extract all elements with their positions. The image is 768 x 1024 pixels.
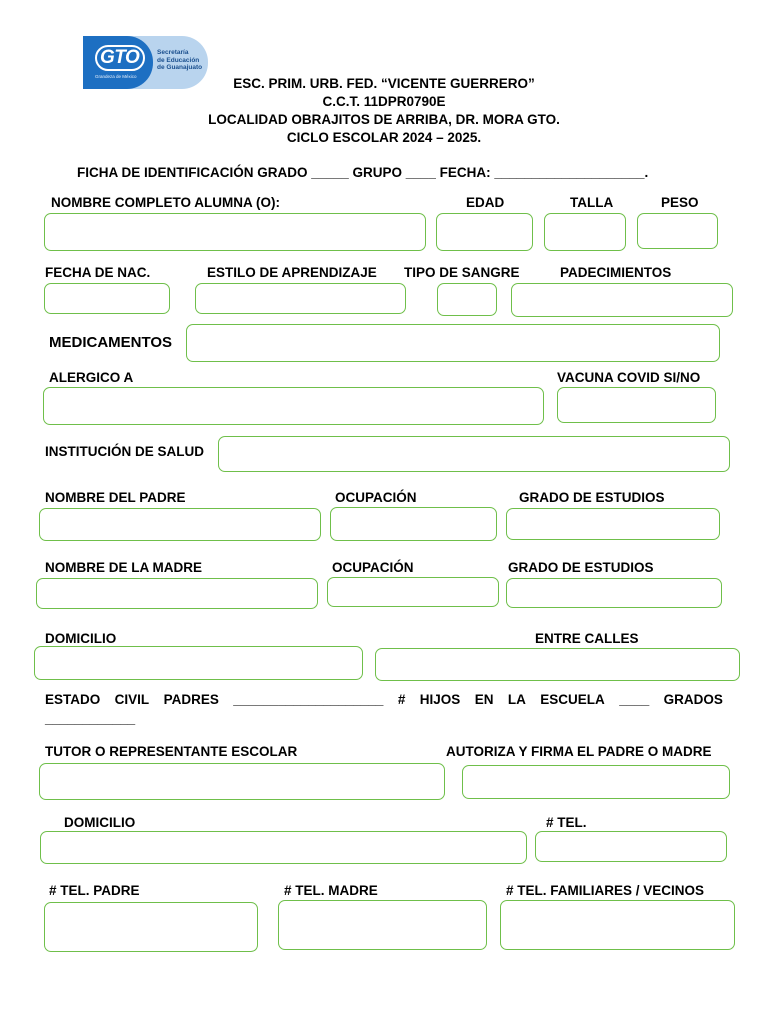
estado-word: PADRES	[163, 692, 219, 707]
input-nombre-padre[interactable]	[39, 508, 321, 541]
label-tutor: TUTOR O REPRESENTANTE ESCOLAR	[45, 744, 298, 759]
estado-word: ESCUELA	[540, 692, 605, 707]
input-domicilio[interactable]	[34, 646, 363, 680]
school-cycle: CICLO ESCOLAR 2024 – 2025.	[286, 130, 482, 145]
input-vacuna[interactable]	[557, 387, 716, 423]
estado-civil-line	[45, 692, 723, 707]
input-tel-familiares[interactable]	[500, 900, 735, 950]
label-ocupacion-padre: OCUPACIÓN	[335, 490, 417, 505]
input-tipo-sangre[interactable]	[437, 283, 497, 316]
label-medicamentos: MEDICAMENTOS	[49, 334, 173, 351]
label-tipo-sangre: TIPO DE SANGRE	[404, 265, 520, 280]
estado-word: HIJOS	[419, 692, 461, 707]
input-institucion[interactable]	[218, 436, 730, 472]
label-nombre-padre: NOMBRE DEL PADRE	[45, 490, 186, 505]
input-alergico[interactable]	[43, 387, 544, 425]
school-locality: LOCALIDAD OBRAJITOS DE ARRIBA, DR. MORA GTO.	[208, 112, 560, 127]
logo-line-3: de Guanajuato	[157, 64, 203, 71]
label-peso: PESO	[661, 195, 699, 210]
input-tel[interactable]	[535, 831, 727, 862]
label-vacuna: VACUNA COVID SI/NO	[557, 370, 701, 385]
label-tel: # TEL.	[546, 815, 587, 830]
estado-word: EN	[474, 692, 494, 707]
estado-word: CIVIL	[114, 692, 150, 707]
logo-line-2: de Educación	[157, 56, 200, 64]
input-domicilio-2[interactable]	[40, 831, 527, 864]
label-nombre-madre: NOMBRE DE LA MADRE	[45, 560, 202, 575]
sec-educacion-text	[157, 49, 202, 72]
label-autoriza: AUTORIZA Y FIRMA EL PADRE O MADRE	[446, 744, 712, 759]
label-talla: TALLA	[570, 195, 614, 210]
estado-word: GRADOS	[663, 692, 723, 707]
logo-line-1: Secretaría	[157, 49, 189, 56]
input-fecha-nac[interactable]	[44, 283, 170, 314]
estado-word: LA	[507, 692, 526, 707]
label-nombre-completo: NOMBRE COMPLETO ALUMNA (O):	[51, 195, 280, 210]
input-edad[interactable]	[436, 213, 533, 251]
label-tel-madre: # TEL. MADRE	[284, 883, 378, 898]
estado-word: #	[397, 692, 406, 707]
label-ocupacion-madre: OCUPACIÓN	[332, 560, 414, 575]
label-tel-familiares: # TEL. FAMILIARES / VECINOS	[506, 883, 705, 898]
input-tel-padre[interactable]	[44, 902, 258, 952]
school-name: ESC. PRIM. URB. FED. “VICENTE GUERRERO”	[233, 76, 535, 91]
label-domicilio: DOMICILIO	[45, 631, 117, 646]
gto-logo-tagline: Grandeza de México	[95, 74, 137, 79]
input-peso[interactable]	[637, 213, 718, 249]
label-fecha-nac: FECHA DE NAC.	[45, 265, 151, 280]
label-institucion: INSTITUCIÓN DE SALUD	[45, 444, 205, 459]
estado-civil-line2: ____________	[45, 711, 136, 726]
input-nombre-madre[interactable]	[36, 578, 318, 609]
input-talla[interactable]	[544, 213, 626, 251]
input-ocupacion-madre[interactable]	[327, 577, 499, 607]
input-autoriza[interactable]	[462, 765, 730, 799]
input-tel-madre[interactable]	[278, 900, 487, 950]
input-estilo[interactable]	[195, 283, 406, 314]
input-grado-padre[interactable]	[506, 508, 720, 540]
estado-word: ESTADO	[45, 692, 101, 707]
input-medicamentos[interactable]	[186, 324, 720, 362]
input-entre-calles[interactable]	[375, 648, 740, 681]
input-nombre-completo[interactable]	[44, 213, 426, 251]
label-tel-padre: # TEL. PADRE	[49, 883, 140, 898]
input-grado-madre[interactable]	[506, 578, 722, 608]
form-title: FICHA DE IDENTIFICACIÓN GRADO _____ GRUPO ____ FECHA: ____________________.	[77, 165, 649, 180]
label-grado-padre: GRADO DE ESTUDIOS	[519, 490, 665, 505]
gto-logo-text: GTO	[100, 47, 140, 68]
label-estilo: ESTILO DE APRENDIZAJE	[207, 265, 377, 280]
label-domicilio-2: DOMICILIO	[64, 815, 136, 830]
label-edad: EDAD	[466, 195, 505, 210]
estado-blank: ____	[619, 692, 650, 707]
estado-blank: ____________________	[233, 692, 384, 707]
school-cct: C.C.T. 11DPR0790E	[322, 94, 446, 109]
input-tutor[interactable]	[39, 763, 445, 800]
label-grado-madre: GRADO DE ESTUDIOS	[508, 560, 654, 575]
label-alergico: ALERGICO A	[49, 370, 134, 385]
input-padecimientos[interactable]	[511, 283, 733, 317]
label-padecimientos: PADECIMIENTOS	[560, 265, 672, 280]
label-entre-calles: ENTRE CALLES	[535, 631, 639, 646]
input-ocupacion-padre[interactable]	[330, 507, 497, 541]
